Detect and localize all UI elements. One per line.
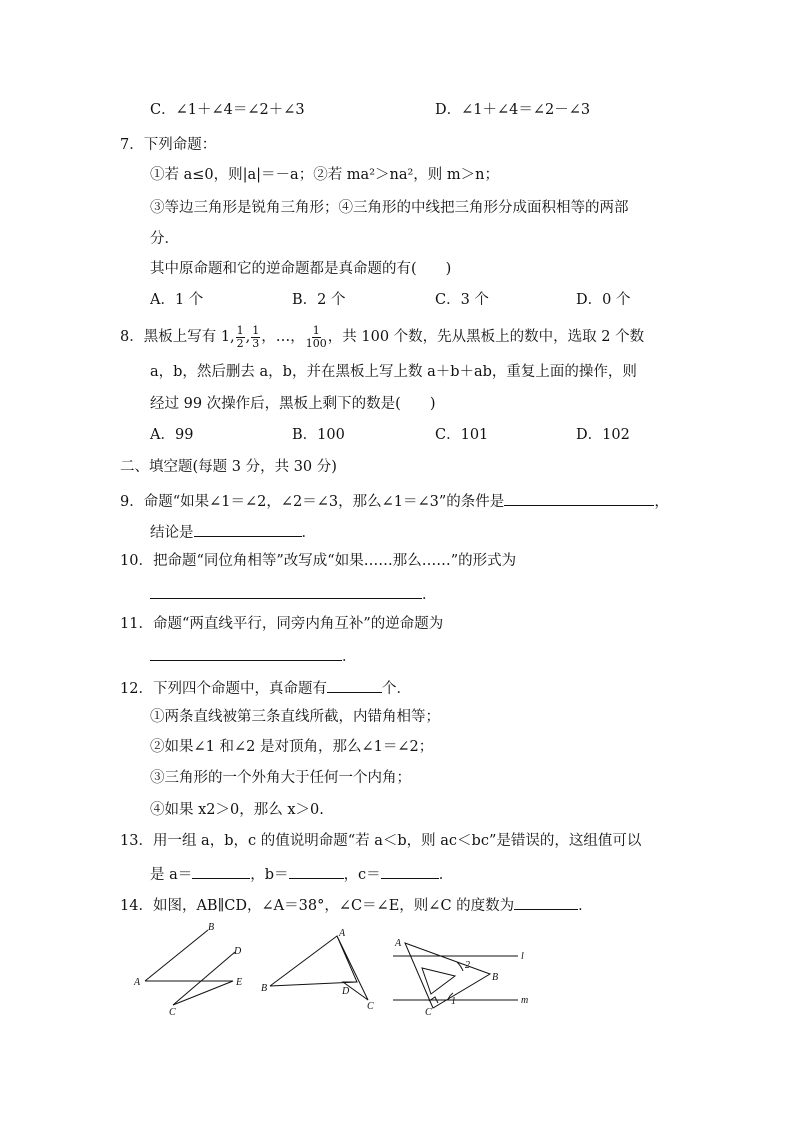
q14-figures [125,918,545,1018]
q11-line-2: ． [150,644,357,667]
figure-1-parallel-lines [145,930,235,1005]
q8-option-a: A．99 [150,427,194,443]
q8-fraction-third: $\frac{1}{3}$ [252,323,260,350]
q14-line-1: 14．如图，AB∥CD，∠A＝38°，∠C＝∠E，则∠C 的度数为 ． [120,893,593,916]
q9-conclusion-blank[interactable] [194,520,302,537]
q12-statement-2: ②如果∠1 和∠2 是对顶角，那么∠1＝∠2； [150,739,434,755]
q13-b-blank[interactable] [289,862,344,879]
q8-option-c: C．101 [435,427,489,443]
fig1-label-c: C [169,1007,176,1018]
q7-option-b: B．2 个 [292,292,346,308]
fig3-label-a: A [395,938,402,949]
q12-statement-3: ③三角形的一个外角大于任何一个内角； [150,770,411,786]
q12-count-blank[interactable] [327,676,382,693]
fig1-label-d: D [234,946,242,957]
q11-answer-blank[interactable] [150,644,342,661]
q7-question: 其中原命题和它的逆命题都是真命题的有( ) [150,261,452,277]
q8-option-d: D．102 [576,427,630,443]
fig3-label-2: 2 [465,960,470,971]
q8-line-2: a，b，然后删去 a，b，并在黑板上写上数 a＋b＋ab，重复上面的操作，则 [150,364,637,380]
fig1-label-e: E [236,977,243,988]
fig1-label-b: B [208,922,215,933]
fig2-label-d: D [342,986,350,997]
q6-option-d: D．∠1＋∠4＝∠2－∠3 [435,102,591,118]
q8-line-3: 经过 99 次操作后，黑板上剩下的数是( ) [150,396,436,412]
q7-option-d: D．0 个 [576,292,631,308]
fig2-label-a: A [339,928,346,939]
figure-2-triangle [270,936,368,1000]
q10-answer-blank[interactable] [150,582,422,599]
q9-condition-blank[interactable] [504,489,654,506]
fig3-label-1: 1 [451,996,456,1007]
q7-statement-line-3: 分． [150,231,179,247]
q8-option-b: B．100 [292,427,345,443]
q7-option-c: C．3 个 [435,292,489,308]
fig3-label-m: m [521,995,529,1006]
q10-line-2: ． [150,582,437,605]
q8-ellipsis: ，…， [261,329,305,345]
q8-prefix: 8．黑板上写有 1, [120,329,235,345]
fig1-label-a: A [134,977,141,988]
q9-line-1: 9．命题“如果∠1＝∠2，∠2＝∠3，那么∠1＝∠3”的条件是 ， [120,489,669,512]
q13-line-2: 是 a＝ ，b＝ ，c＝ ． [150,862,453,885]
fig2-label-c: C [367,1001,374,1012]
q10-line-1: 10．把命题“同位角相等”改写成“如果……那么……”的形式为 [120,553,517,569]
q13-line-1: 13．用一组 a，b，c 的值说明命题“若 a＜b，则 ac＜bc”是错误的，这组值可以 [120,833,642,849]
q12-line-1: 12．下列四个命题中，真命题有 个． [120,676,411,699]
section-2-heading: 二、填空题(每题 3 分，共 30 分) [120,459,337,475]
fig3-label-b: B [492,972,499,983]
fig3-label-l: l [521,951,524,962]
q7-stem: 7．下列命题： [120,137,217,153]
fig3-label-c: C [425,1007,432,1018]
q7-option-a: A．1 个 [150,292,204,308]
q14-answer-blank[interactable] [514,893,578,910]
q12-statement-4: ④如果 x2＞0，那么 x＞0. [150,802,324,818]
q12-statement-1: ①两条直线被第三条直线所截，内错角相等； [150,709,440,725]
q9-line-2: 结论是 ． [150,520,316,543]
q13-a-blank[interactable] [192,862,250,879]
q13-c-blank[interactable] [381,862,439,879]
q11-line-1: 11．命题“两直线平行，同旁内角互补”的逆命题为 [120,616,444,632]
q8-fraction-half: $\frac{1}{2}$ [236,323,244,350]
q6-option-c: C．∠1＋∠4＝∠2＋∠3 [150,102,305,118]
q8-suffix: ，共 100 个数，先从黑板上的数中，选取 2 个数 [327,329,645,345]
q8-line-1: 8．黑板上写有 1, $\frac{1}{2}$ , $\frac{1}{3}$ ，…， $\frac{1}{100}$ ，共 100 个数，先从黑板上的数中，选取 2 个数 [120,323,645,350]
q7-statement-line-2: ③等边三角形是锐角三角形；④三角形的中线把三角形分成面积相等的两部 [150,200,629,216]
fig2-label-b: B [261,983,268,994]
q7-statement-line-1: ①若 a≤0，则|a|＝－a；②若 ma²＞na²，则 m＞n； [150,167,499,183]
q8-fraction-hundredth: $\frac{1}{100}$ [305,323,327,350]
